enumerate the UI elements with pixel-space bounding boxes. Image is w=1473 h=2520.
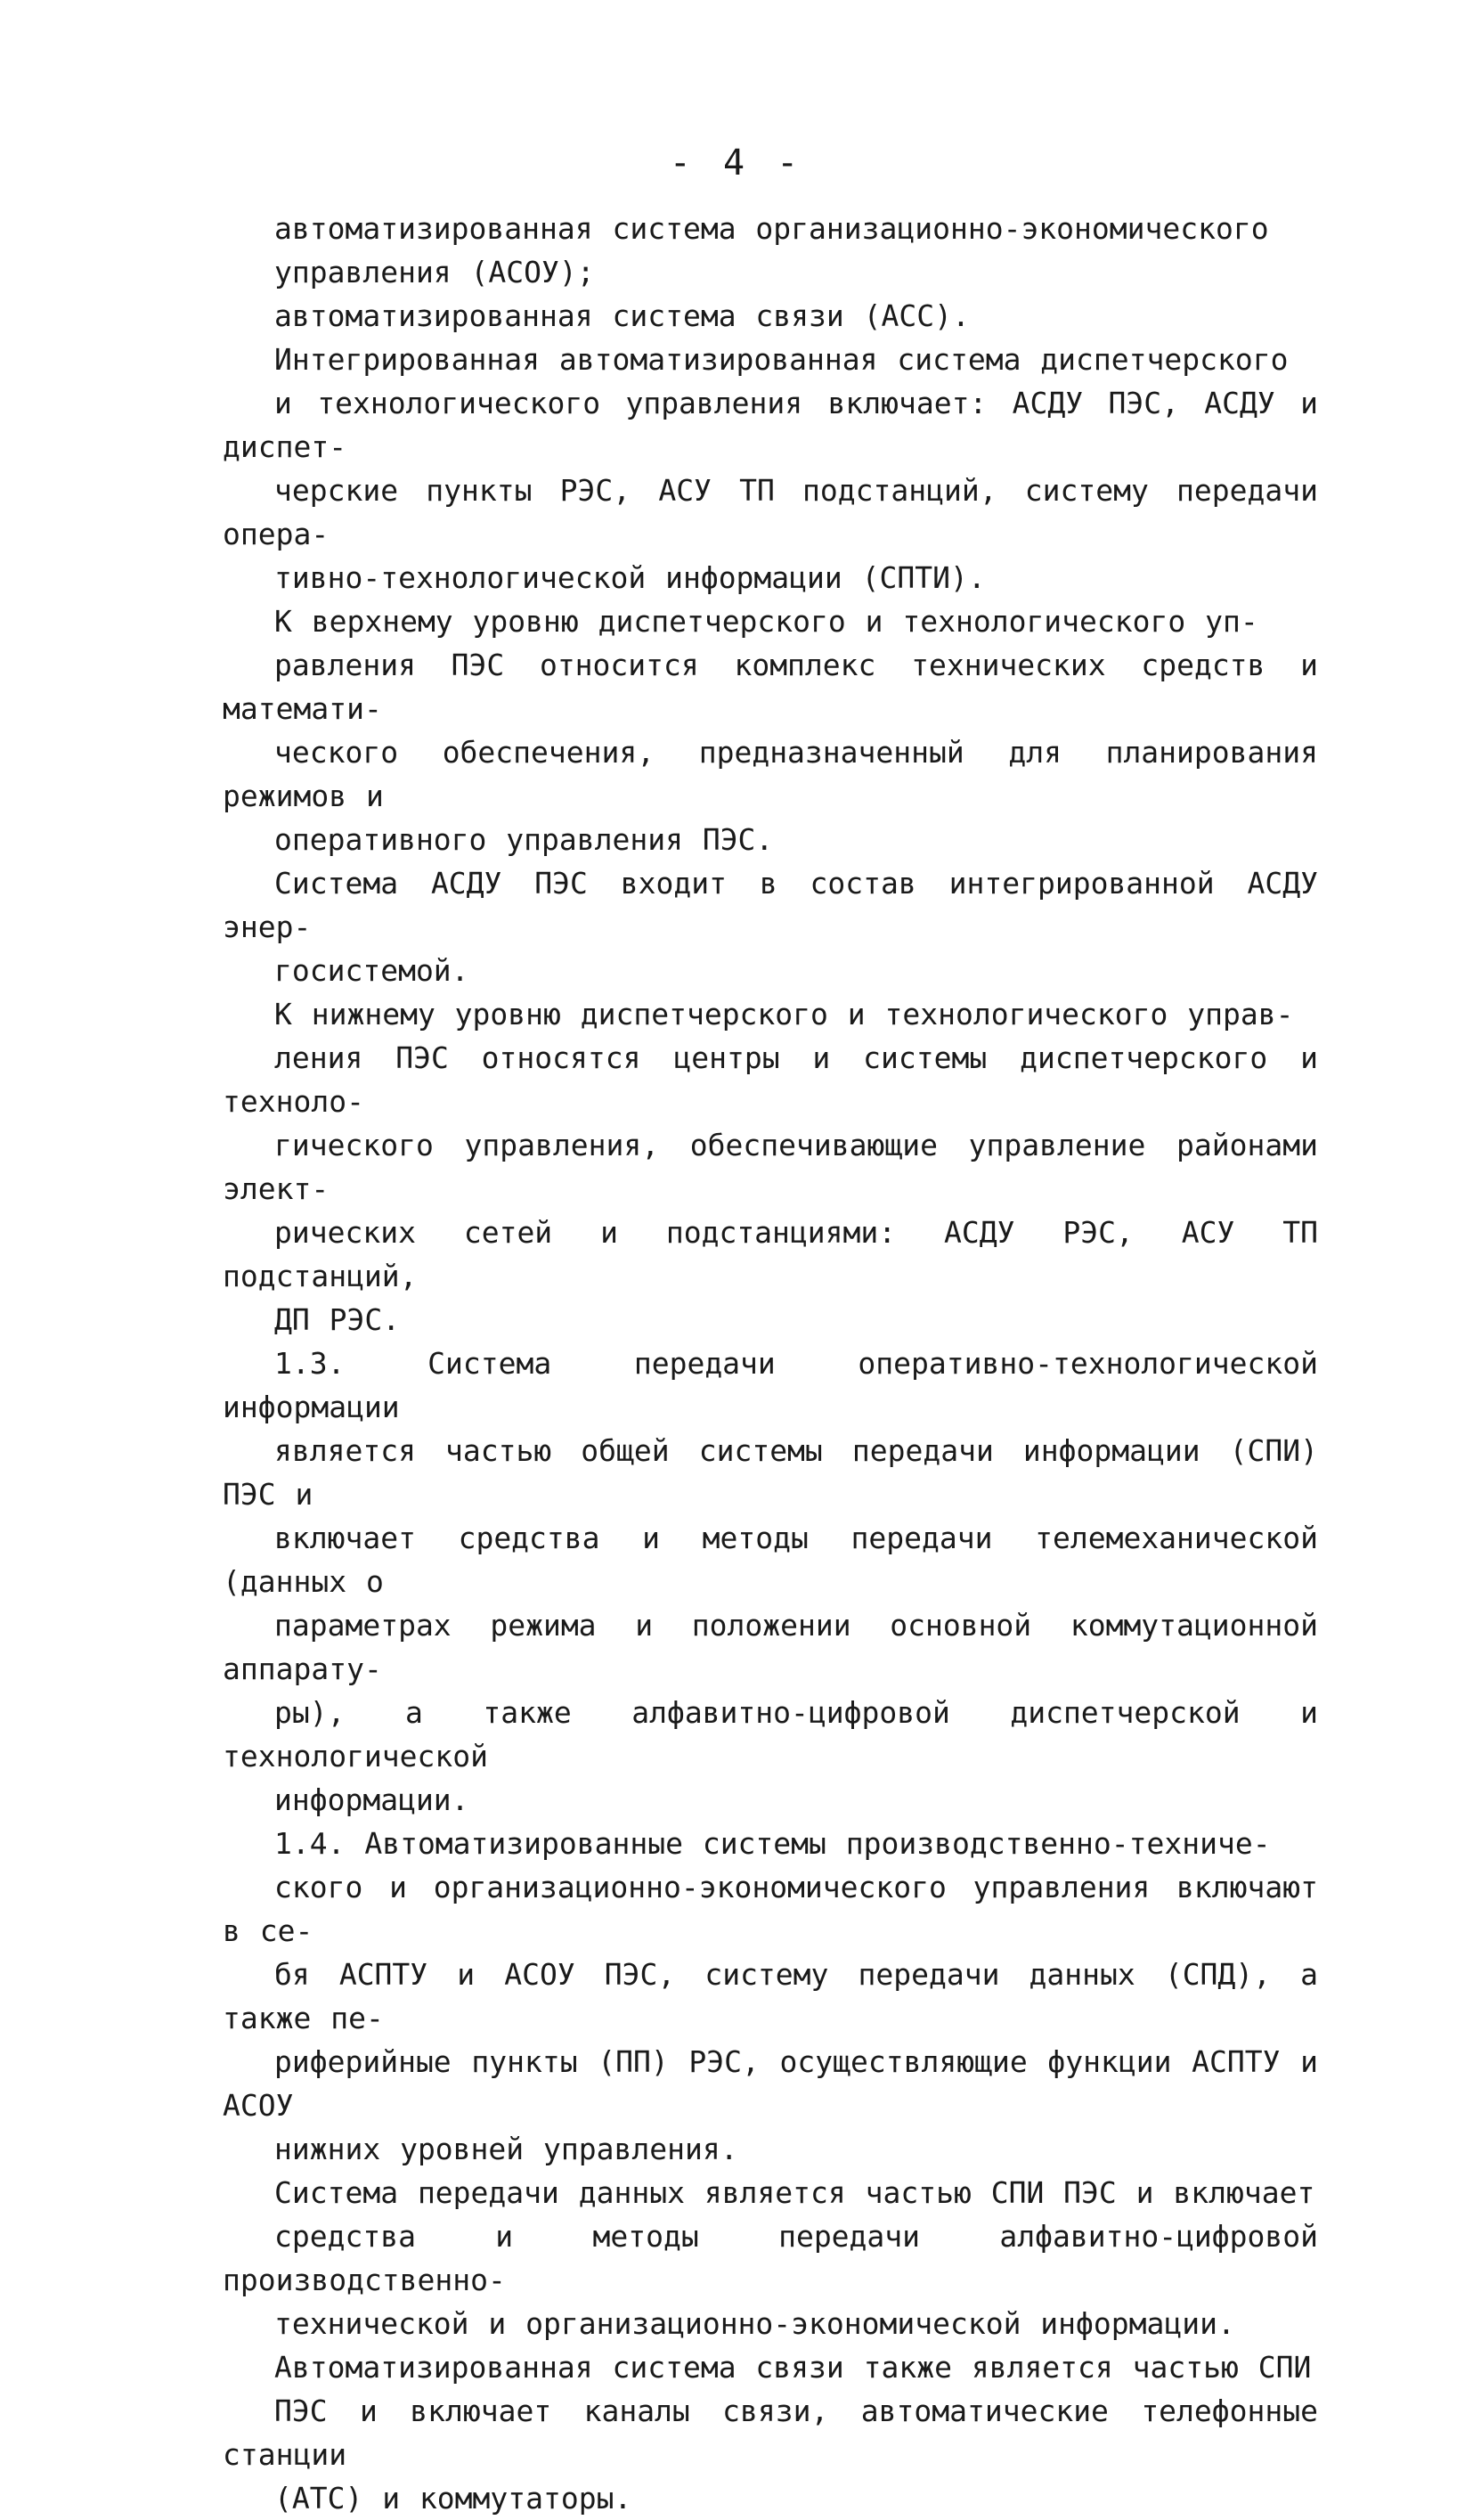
text-line: Система передачи данных является частью СПИ ПЭС и включает: [274, 2175, 1315, 2210]
text-line: равления ПЭС относится комплекс технических средств и математи-: [223, 648, 1318, 726]
text-line: Система АСДУ ПЭС входит в состав интегрированной АСДУ энер-: [223, 866, 1318, 944]
text-line: риферийные пункты (ПП) РЭС, осуществляющие функции АСПТУ и АСОУ: [223, 2044, 1318, 2123]
text-line: госистемой.: [274, 953, 469, 988]
text-line: технической и организационно-экономической информации.: [274, 2306, 1235, 2341]
text-line: К верхнему уровню диспетчерского и технологического уп-: [274, 604, 1258, 639]
text-line: управления (АСОУ);: [274, 255, 595, 290]
text-line: информации.: [274, 1782, 469, 1817]
paragraph: [223, 2171, 1318, 2345]
text-line: ского и организационно-экономического управления включают в се-: [223, 1870, 1318, 1948]
text-line: гического управления, обеспечивающие управление районами элект-: [223, 1128, 1318, 1206]
text-line: средства и методы передачи алфавитно-цифровой производственно-: [223, 2219, 1318, 2297]
text-line: 1.4. Автоматизированные системы производственно-техниче-: [274, 1826, 1271, 1861]
paragraph: [223, 294, 1318, 338]
paragraph: [223, 207, 1318, 294]
body-text: [223, 207, 1318, 2520]
text-line: К нижнему уровню диспетчерского и технологического управ-: [274, 997, 1294, 1032]
page-number: - 4 -: [669, 143, 804, 183]
text-line: ДП РЭС.: [274, 1302, 401, 1337]
text-line: рических сетей и подстанциями: АСДУ РЭС, АСУ ТП подстанций,: [223, 1215, 1318, 1293]
text-line: автоматизированная система организационно-экономического: [274, 211, 1269, 246]
text-line: тивно-технологической информации (СПТИ).: [274, 560, 986, 595]
paragraph: [223, 992, 1318, 1342]
paragraph: [223, 1342, 1318, 1822]
text-line: (АТС) и коммутаторы.: [274, 2481, 632, 2516]
text-line: оперативного управления ПЭС.: [274, 822, 774, 857]
text-line: нижних уровней управления.: [274, 2132, 738, 2166]
paragraph: [223, 861, 1318, 992]
text-line: и технологического управления включает: АСДУ ПЭС, АСДУ и диспет-: [223, 386, 1318, 464]
paragraph: [223, 1822, 1318, 2171]
text-line: является частью общей системы передачи информации (СПИ) ПЭС и: [223, 1433, 1318, 1512]
text-line: Автоматизированная система связи также является частью СПИ: [274, 2350, 1312, 2385]
text-line: ры), а также алфавитно-цифровой диспетчерской и технологической: [223, 1695, 1318, 1774]
paragraph: [223, 338, 1318, 599]
paragraph: [223, 599, 1318, 861]
text-line: бя АСПТУ и АСОУ ПЭС, систему передачи данных (СПД), а также пе-: [223, 1957, 1318, 2035]
text-line: параметрах режима и положении основной коммутационной аппарату-: [223, 1608, 1318, 1686]
text-line: ления ПЭС относятся центры и системы диспетчерского и техноло-: [223, 1040, 1318, 1119]
text-line: Интегрированная автоматизированная система диспетчерского: [274, 342, 1289, 377]
text-line: включает средства и методы передачи телемеханической (данных о: [223, 1521, 1318, 1599]
text-line: 1.3. Система передачи оперативно-технологической информации: [223, 1346, 1318, 1424]
text-line: ПЭС и включает каналы связи, автоматические телефонные станции: [223, 2394, 1318, 2472]
text-line: автоматизированная система связи (АСС).: [274, 298, 970, 333]
paragraph: [223, 2345, 1318, 2520]
text-line: ческого обеспечения, предназначенный для планирования режимов и: [223, 735, 1318, 813]
text-line: черские пункты РЭС, АСУ ТП подстанций, систему передачи опера-: [223, 473, 1318, 551]
